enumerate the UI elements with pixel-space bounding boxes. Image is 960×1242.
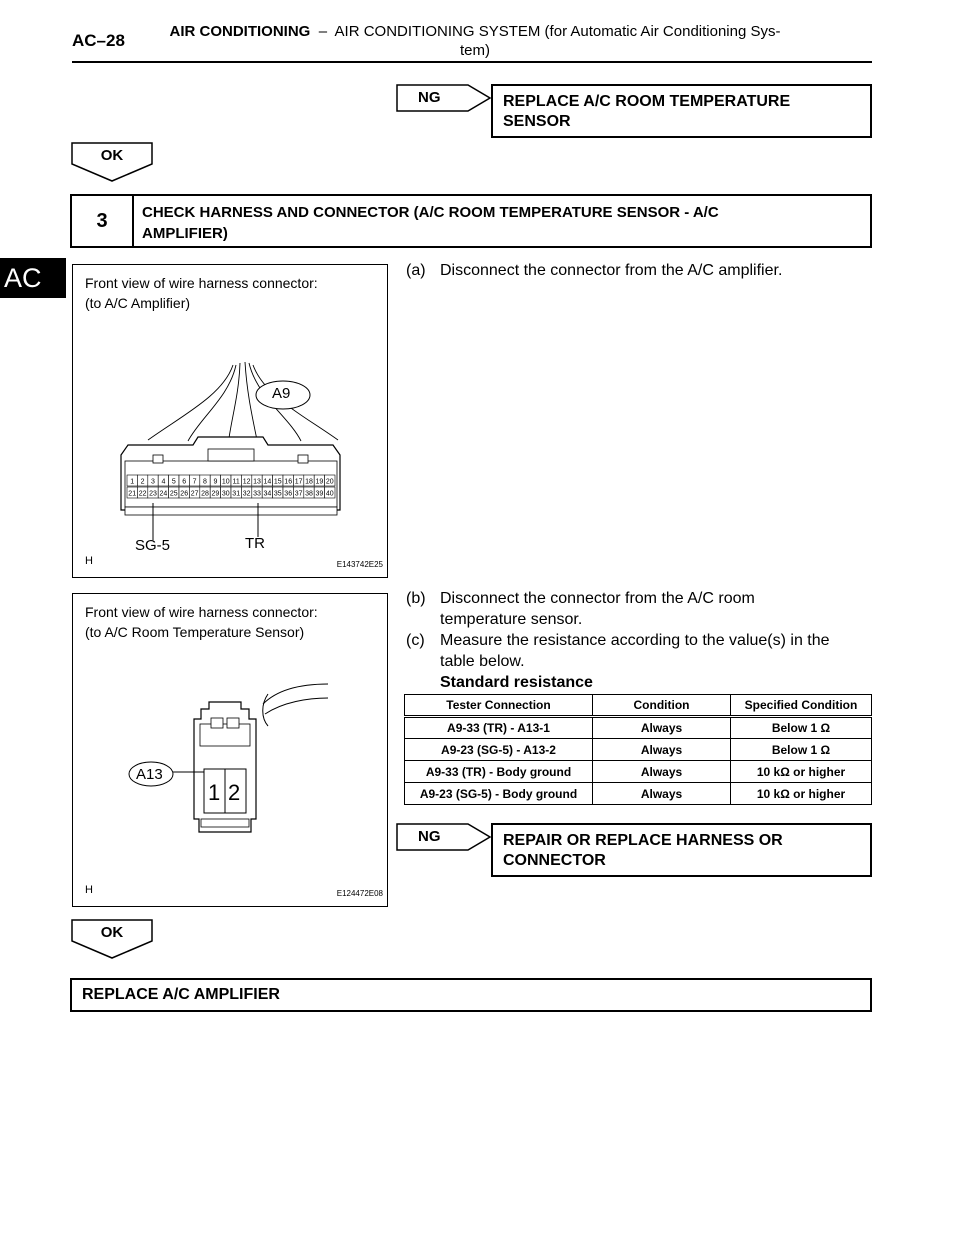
pin-number: 25: [169, 490, 178, 498]
figure2-title-line-1: Front view of wire harness connector:: [85, 604, 318, 620]
pin-number: 17: [294, 478, 303, 486]
step-title: [134, 196, 870, 246]
table-cell: Below 1 Ω: [731, 739, 872, 761]
pin-number: 5: [171, 478, 176, 486]
pin-number: 1: [130, 478, 135, 486]
pin-number: 18: [305, 478, 313, 486]
repair-harness-line-2: CONNECTOR: [503, 852, 606, 869]
sensor-connector-drawing: [73, 594, 389, 908]
pin-number: 24: [159, 490, 168, 498]
figure2-title-line-2: (to A/C Room Temperature Sensor): [85, 624, 305, 640]
pin-number: 27: [190, 490, 199, 498]
pin-number: 30: [221, 490, 230, 498]
pin-number: 36: [284, 490, 293, 498]
table-header-row: [405, 695, 872, 717]
header-separator: –: [318, 23, 328, 40]
pin-number: 34: [263, 490, 272, 498]
instruction-b-line-2: temperature sensor.: [440, 611, 583, 628]
connector-label-a9: A9: [272, 385, 291, 402]
pin-number: 37: [294, 490, 303, 498]
page-header-title: [150, 22, 800, 60]
step-number: 3: [72, 196, 134, 246]
table-cell: Always: [593, 783, 731, 805]
instruction-c-label: (c): [406, 632, 425, 649]
standard-resistance-title: Standard resistance: [440, 674, 593, 691]
instruction-a-label: (a): [406, 262, 426, 279]
figure1-h-mark: H: [85, 555, 93, 567]
figure1-code: E143742E25: [336, 560, 383, 569]
table-cell: Always: [593, 761, 731, 783]
replace-sensor-line-1: REPLACE A/C ROOM TEMPERATURE: [503, 93, 791, 110]
pin-label-tr: TR: [245, 535, 265, 552]
figure1-title-line-2: (to A/C Amplifier): [85, 295, 191, 311]
instruction-b: [406, 588, 872, 630]
table-cell: 10 kΩ or higher: [731, 761, 872, 783]
instruction-b-line-1: Disconnect the connector from the A/C room: [440, 590, 755, 607]
header-rule: [72, 61, 872, 63]
pin-number: 33: [253, 490, 261, 498]
pin-number: 35: [273, 490, 282, 498]
pin-number: 9: [213, 478, 218, 486]
table-cell: A9-23 (SG-5) - Body ground: [405, 783, 593, 805]
section-title: AIR CONDITIONING: [169, 23, 311, 40]
figure1-title-line-1: Front view of wire harness connector:: [85, 275, 318, 291]
pin-number: 21: [128, 490, 137, 498]
step-title-line-2: AMPLIFIER): [142, 225, 228, 242]
amplifier-connector-figure: [72, 264, 388, 578]
pin-number: 14: [263, 478, 272, 486]
pin-number: 22: [138, 490, 147, 498]
instruction-a: [406, 260, 782, 281]
table-header-cell: Tester Connection: [405, 695, 593, 717]
pin-number: 12: [242, 478, 251, 486]
table-cell: A9-33 (TR) - A13-1: [405, 717, 593, 739]
section-side-tab: AC: [0, 258, 66, 298]
step-box: [70, 194, 872, 248]
instruction-c: [406, 630, 872, 693]
pin-label-sg5: SG-5: [135, 537, 171, 554]
figure2-h-mark: H: [85, 884, 93, 896]
connector-label-a13: A13: [136, 766, 163, 783]
instruction-a-text: Disconnect the connector from the A/C amplifier.: [440, 262, 783, 279]
pin-number: 2: [140, 478, 145, 486]
pin-number: 8: [203, 478, 207, 486]
pin-number: 19: [315, 478, 324, 486]
table-row: [405, 761, 872, 783]
standard-resistance-table: [404, 694, 872, 805]
figure2-code: E124472E08: [336, 889, 383, 898]
pin-number: 15: [273, 478, 282, 486]
sensor-pin-1: 1: [208, 780, 221, 805]
pin-number: 7: [192, 478, 197, 486]
table-cell: Always: [593, 739, 731, 761]
pin-number: 3: [151, 478, 155, 486]
pin-number: 6: [182, 478, 187, 486]
step-title-line-1: CHECK HARNESS AND CONNECTOR (A/C ROOM TEMPERATURE SENSOR - A/C: [142, 204, 719, 221]
pin-number: 23: [149, 490, 157, 498]
page-code: AC–28: [72, 31, 125, 50]
pin-number: 28: [201, 490, 209, 498]
replace-amplifier-box: REPLACE A/C AMPLIFIER: [70, 978, 872, 1012]
table-cell: 10 kΩ or higher: [731, 783, 872, 805]
pin-number: 11: [232, 478, 240, 486]
table-header-cell: Condition: [593, 695, 731, 717]
replace-sensor-line-2: SENSOR: [503, 113, 571, 130]
pin-number: 16: [284, 478, 293, 486]
repair-harness-box: [491, 823, 872, 877]
table-cell: Below 1 Ω: [731, 717, 872, 739]
header-subtitle-1: AIR CONDITIONING SYSTEM (for Automatic Air Conditioning Sys-: [334, 23, 781, 40]
table-row: [405, 783, 872, 805]
instruction-b-label: (b): [406, 590, 426, 607]
instruction-c-line-1: Measure the resistance according to the value(s) in the: [440, 632, 830, 649]
repair-harness-line-1: REPAIR OR REPLACE HARNESS OR: [503, 832, 783, 849]
pin-number: 29: [211, 490, 220, 498]
header-subtitle-2: tem): [460, 42, 490, 59]
table-header-cell: Specified Condition: [731, 695, 872, 717]
ok-label-2: OK: [100, 924, 124, 941]
table-row: [405, 739, 872, 761]
ok-label-1: OK: [100, 147, 124, 164]
table-row: [405, 717, 872, 739]
pin-number: 26: [180, 490, 189, 498]
amplifier-connector-drawing: [73, 265, 389, 579]
ng-label-2: NG: [418, 828, 441, 845]
pin-number: 10: [221, 478, 230, 486]
pin-number: 13: [253, 478, 261, 486]
sensor-pin-2: 2: [228, 780, 241, 805]
ng-arrow-2: [396, 823, 492, 851]
ng-arrow-1: [396, 84, 492, 112]
pin-number: 40: [325, 490, 334, 498]
instruction-c-line-2: table below.: [440, 653, 525, 670]
table-cell: A9-33 (TR) - Body ground: [405, 761, 593, 783]
pin-number: 4: [161, 478, 166, 486]
pin-number: 39: [315, 490, 324, 498]
pin-number: 20: [325, 478, 334, 486]
pin-number: 31: [232, 490, 241, 498]
replace-sensor-box: [491, 84, 872, 138]
sensor-connector-figure: [72, 593, 388, 907]
ng-label-1: NG: [418, 89, 441, 106]
table-cell: Always: [593, 717, 731, 739]
table-cell: A9-23 (SG-5) - A13-2: [405, 739, 593, 761]
pin-number: 32: [242, 490, 251, 498]
pin-number: 38: [305, 490, 313, 498]
